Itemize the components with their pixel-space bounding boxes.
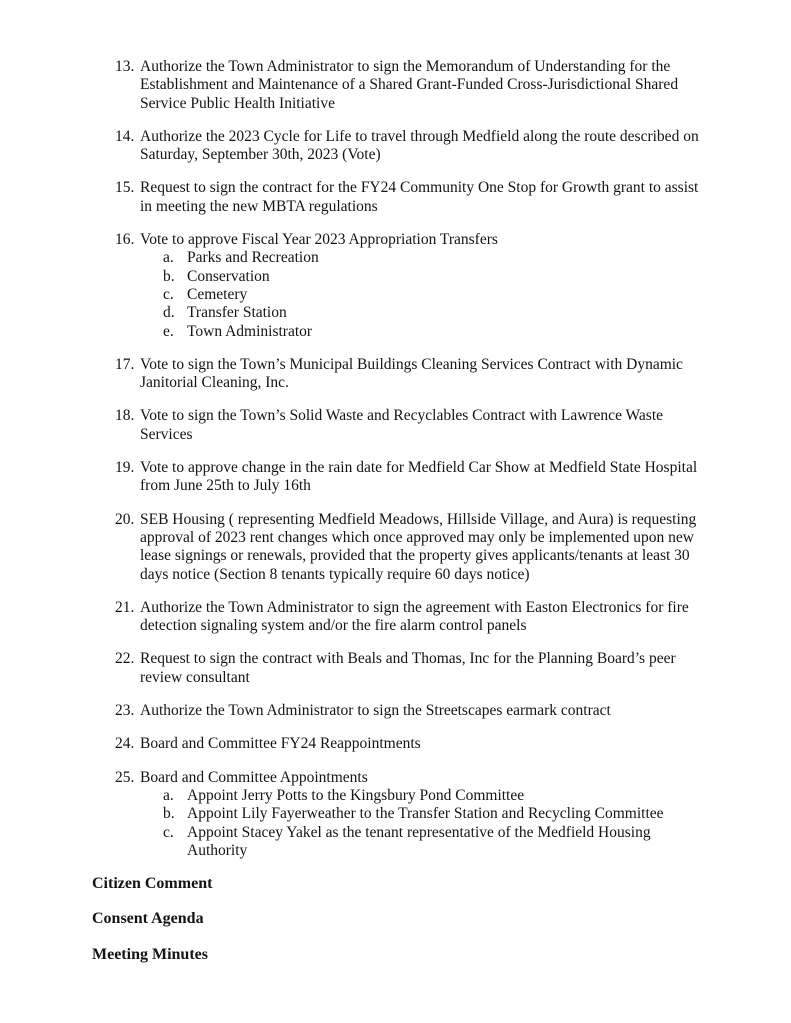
agenda-item-13 [115,58,791,113]
subitem-letter: e. [163,322,174,340]
agenda-item-15 [115,179,791,216]
item-number: 13. [115,58,135,75]
item-number: 24. [115,735,135,753]
item-number: 21. [115,598,135,616]
agenda-item-20 [115,511,791,584]
subitem-list [140,249,498,340]
subitem [140,249,498,267]
subitem [140,268,498,286]
agenda-item-25 [115,769,791,860]
item-text: Vote to approve change in the rain date for Medfield Car Show at Medfield State Hospital from June 25th to July 16th [140,459,698,495]
subitem [140,304,498,322]
subitem-text: Appoint Stacey Yakel as the tenant representative of the Medfield Housing Authority [187,823,651,859]
subitem-text: Parks and Recreation [187,249,319,267]
item-number: 20. [115,510,135,528]
agenda-item-17 [115,356,791,393]
item-number: 17. [115,355,135,373]
subitem [140,323,498,341]
agenda-item-24 [115,735,791,753]
subitem-list [140,787,702,860]
subitem-text: Cemetery [187,285,248,303]
agenda-item-23 [115,702,791,720]
section-heading-consent-agenda: Consent Agenda [92,910,204,928]
subitem-text: Transfer Station [187,304,287,322]
item-number: 23. [115,702,135,720]
item-body [140,231,498,341]
subitem-text: Appoint Lily Fayerweather to the Transfer Station and Recycling Committee [187,805,664,823]
item-number: 18. [115,407,135,425]
agenda-item-22 [115,650,791,687]
item-text: Vote to sign the Town’s Municipal Buildings Cleaning Services Contract with Dynamic Janitorial Cleaning, Inc. [140,355,683,392]
item-number: 15. [115,179,135,197]
item-text: Authorize the 2023 Cycle for Life to travel through Medfield along the route described on Saturday, September 30th, 2023 (Vote) [140,127,699,164]
item-text: Board and Committee FY24 Reappointments [140,735,421,753]
agenda-item-18 [115,407,791,444]
item-number: 25. [115,768,135,786]
section-heading-meeting-minutes: Meeting Minutes [92,945,208,963]
item-number: 19. [115,459,135,477]
subitem [140,286,498,304]
subitem-text: Conservation [187,267,270,285]
agenda-item-16 [115,231,791,341]
item-text: Request to sign the contract for the FY24 Community One Stop for Growth grant to assist in meeting the new MBTA regulations [140,179,699,215]
item-text: Authorize the Town Administrator to sign the agreement with Easton Electronics for fire detection signaling system and/or the fire alarm control panels [140,598,689,635]
subitem-letter: b. [163,267,175,285]
item-number: 16. [115,231,135,249]
subitem-text: Appoint Jerry Potts to the Kingsbury Pond Committee [187,786,525,804]
agenda-item-14 [115,128,791,165]
section-heading-citizen-comment: Citizen Comment [92,875,213,893]
item-body [140,769,702,860]
subitem-letter: c. [163,823,174,841]
subitem-letter: d. [163,304,175,322]
subitem-letter: a. [163,249,174,267]
item-text: Vote to approve Fiscal Year 2023 Appropriation Transfers [140,231,498,249]
item-text: SEB Housing ( representing Medfield Meadows, Hillside Village, and Aura) is requesting approval of 2023 rent changes which once approved may only be implemented upon new lease signings or renewals, provided that the property gives applicants/tenants at least 30 days notice (Section 8 tenants typically require 60 days notice) [140,510,697,583]
subitem [140,824,702,861]
item-text: Request to sign the contract with Beals and Thomas, Inc for the Planning Board’s peer review consultant [140,650,676,686]
item-text: Board and Committee Appointments [140,768,368,786]
subitem [140,787,702,805]
subitem-letter: b. [163,805,175,823]
agenda-content [0,58,791,981]
item-text: Authorize the Town Administrator to sign the Memorandum of Understanding for the Establishment and Maintenance of a Shared Grant-Funded Cross-Jurisdictional Shared Service Public Health Initiative [140,58,679,112]
subitem [140,805,702,823]
item-number: 22. [115,650,135,668]
agenda-item-19 [115,459,791,496]
subitem-letter: c. [163,285,174,303]
item-text: Vote to sign the Town’s Solid Waste and Recyclables Contract with Lawrence Waste Services [140,407,664,443]
item-text: Authorize the Town Administrator to sign the Streetscapes earmark contract [140,702,611,720]
subitem-text: Town Administrator [187,322,313,340]
item-number: 14. [115,127,135,145]
subitem-letter: a. [163,786,174,804]
agenda-item-21 [115,599,791,636]
